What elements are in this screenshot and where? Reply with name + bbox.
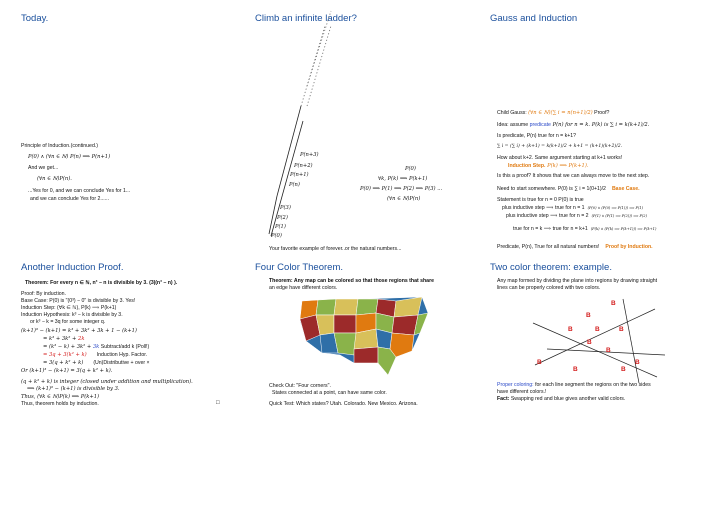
text-line: [513, 226, 656, 233]
math-line: Thus, (∀k ∈ ℕ)P(k) ⟹ P(k+1): [21, 394, 100, 400]
math-span: = k³ + 3k² +: [43, 336, 79, 342]
slide-another-induction: [13, 255, 240, 498]
region-label: B: [621, 366, 626, 373]
text-line: Principle of Induction.(continued.): [21, 143, 98, 149]
slide-four-color: [247, 255, 474, 498]
math-line: (k+1)³ − (k+1) = k³ + 3k² + 3k + 1 − (k+1): [21, 328, 137, 334]
region-label: B: [606, 347, 611, 354]
math-span: P(k) ⟹ P(k+1).: [545, 163, 589, 169]
highlight-span: Induction Step.: [508, 163, 546, 169]
qed-symbol: □: [216, 400, 220, 406]
text-line: Induction Step: (∀k ∈ ℕ), P(k) ⟹ P(k+1): [21, 305, 117, 311]
theorem-line: an edge have different colors.: [269, 285, 338, 291]
text-line: How about k+2. Same argument starting at k+1 works!: [497, 155, 623, 161]
text-line: Statement is true for n = 0 P(0) is true: [497, 197, 584, 203]
text-span: plus inductive step ⟹ true for n = 2: [506, 213, 589, 219]
math-span: = 3(q + k² + k): [43, 360, 84, 366]
rung-label: P(n+3): [300, 152, 319, 158]
region-label: B: [573, 366, 578, 373]
text-line: have different colors.!: [497, 389, 547, 395]
text-line: [497, 396, 625, 403]
region-label: B: [619, 326, 624, 333]
math-line: (∀n ∈ ℕ)P(n).: [37, 176, 72, 182]
math-span: = 3q + 3(k² + k): [43, 352, 87, 358]
text-span: Child Gauss:: [497, 110, 529, 116]
text-line: Thus, theorem holds by induction.: [21, 401, 99, 407]
rung-label: P(n+1): [290, 172, 309, 178]
region-label: B: [595, 326, 600, 333]
text-span: plus inductive step ⟹ true for n = 1: [502, 205, 585, 211]
text-line: [497, 186, 640, 193]
slide-title: Two color theorem: example.: [490, 262, 612, 273]
math-span: = (k³ − k) + 3k² +: [43, 344, 93, 350]
math-line: ⟹ (k+1)³ − (k+1) is divisible by 3.: [27, 386, 120, 392]
text-line: ...Yes for 0, and we can conclude Yes for 1...: [28, 188, 131, 194]
induction-line: ∀k, P(k) ⟹ P(k+1): [378, 176, 428, 182]
text-line: [502, 205, 643, 212]
math-line: [43, 352, 147, 359]
text-line: or k³ − k = 3q for some integer q.: [30, 319, 106, 325]
footer-text: Your favorite example of forever..or the natural numbers...: [269, 246, 402, 252]
slide-title: Gauss and Induction: [490, 13, 578, 24]
text-line: Base Case: P(0) is "(0³) − 0" is divisible by 3. Yes!: [21, 298, 136, 304]
slide-ladder: [247, 6, 474, 252]
math-line: [43, 344, 149, 351]
text-span: Swapping red and blue gives another valid colors.: [509, 396, 626, 402]
text-line: [497, 110, 609, 117]
text-line: lines can be properly colored with two colors.: [497, 285, 601, 291]
theorem-line: [269, 278, 434, 285]
rung-label: P(3): [280, 205, 291, 211]
math-line: P(0) ∧ (∀n ∈ ℕ) P(n) ⟹ P(n+1): [28, 154, 111, 160]
region-label: B: [537, 359, 542, 366]
text-line: and we can conclude Yes for 2......: [30, 196, 110, 202]
text-span: Induction Hyp. Factor.: [96, 352, 148, 358]
highlight-span: Base Case.: [611, 186, 640, 192]
math-span: (P(k) ∧ (P(k) ⟹ P(k+1))) ⟹ P(k+1): [590, 227, 657, 231]
math-span: (P(0) ∧ (P(0) ⟹ P(1))) ⟹ P(1): [587, 206, 643, 210]
region-label: B: [635, 359, 640, 366]
text-line: [506, 213, 647, 220]
text-span: Subtract/add k (Poll!): [99, 344, 150, 350]
highlight-span: Fact:: [497, 396, 510, 402]
region-label: B: [611, 300, 616, 307]
highlight-span: Proof by Induction.: [605, 244, 653, 250]
text-line: Induction Hypothesis: k³ − k is divisible by 3.: [21, 312, 123, 318]
math-span: P(n) for n = k. P(k) is ∑ i = k(k+1)/2.: [550, 122, 650, 128]
text-line: Any map formed by dividing the plane into regions by drawing straight: [497, 278, 658, 284]
text-span: Predicate, P(n), True for all natural numbers!: [497, 244, 600, 250]
text-span: true for n = k ⟹ true for n = k+1: [513, 226, 588, 232]
rung-label: P(n): [289, 182, 300, 188]
math-span: 2k: [78, 336, 85, 342]
slide-title: Climb an infinite ladder?: [255, 13, 357, 24]
text-line: [497, 382, 651, 389]
slide-gauss: [482, 6, 709, 249]
theorem-text: Theorem: Any map can be colored so that those regions that share: [269, 278, 434, 284]
text-line: [497, 122, 649, 129]
rung-label: P(0): [271, 233, 282, 239]
slide-title: Another Induction Proof.: [21, 262, 124, 273]
slide-title: Four Color Theorem.: [255, 262, 343, 273]
rung-label: P(2): [277, 215, 288, 221]
text-span: for each line segment the regions on the two sides: [533, 382, 651, 388]
text-line: Is this a proof? It shows that we can always move to the next step.: [497, 173, 650, 179]
text-span: Need to start somewhere. P(0) is ∑ i = 1(0+1)/2: [497, 186, 606, 192]
region-label: B: [587, 339, 592, 346]
text-line: States connected at a point, can have same color.: [272, 390, 387, 396]
text-line: Check Out: "Four corners".: [269, 383, 331, 389]
two-color-lines: [527, 295, 667, 385]
math-span: (∀n ∈ ℕ)(∑ i = n(n+1)/2): [528, 110, 593, 116]
us-map: [292, 293, 432, 383]
rung-label: P(1): [275, 224, 286, 230]
slide-title: Today.: [21, 13, 49, 24]
highlight-span: predicate: [529, 122, 551, 128]
math-line: (q + k² + k) is integer (closed under addition and multiplication).: [21, 379, 193, 385]
math-line: [43, 360, 150, 367]
ladder-dots: [247, 6, 474, 249]
quick-test: Quick Test: Which states? Utah. Colorado. New Mexico. Arizona.: [269, 401, 418, 407]
region-label: B: [568, 326, 573, 333]
slide-today: [13, 6, 240, 249]
text-line: And we get...: [28, 165, 59, 171]
math-line: Or (k+1)³ − (k+1) = 3(q + k² + k).: [21, 368, 113, 374]
math-span: 3k: [92, 344, 100, 350]
region-label: B: [586, 312, 591, 319]
induction-line: P(0): [405, 166, 416, 172]
induction-line: P(0) ⟹ P(1) ⟹ P(2) ⟹ P(3) ...: [360, 186, 443, 192]
induction-line: (∀n ∈ ℕ)P(n): [387, 196, 421, 202]
text-line: Proof: By induction.: [21, 291, 66, 297]
theorem: Theorem: For every n ∈ ℕ, n³ − n is divisible by 3. (3|(n³ − n) ).: [25, 280, 178, 286]
math-line: ∑ i = (∑ i) + (k+1) = k(k+1)/2 + k+1 = (k+1)(k+2)/2.: [497, 144, 623, 149]
rung-label: P(n+2): [294, 163, 313, 169]
text-line: [508, 163, 589, 170]
slide-two-color: [482, 255, 709, 498]
text-line: [497, 244, 653, 251]
highlight-span: Proper coloring:: [497, 382, 534, 388]
math-span: (P(1) ∧ (P(1) ⟹ P(2))) ⟹ P(2): [591, 214, 647, 218]
text-span: Idea: assume: [497, 122, 530, 128]
text-span: (Un)Distributive + over ×: [93, 360, 150, 366]
math-line: [43, 336, 84, 343]
text-span: Proof?: [592, 110, 610, 116]
text-line: Is predicate, P(n) true for n = k+1?: [497, 133, 577, 139]
